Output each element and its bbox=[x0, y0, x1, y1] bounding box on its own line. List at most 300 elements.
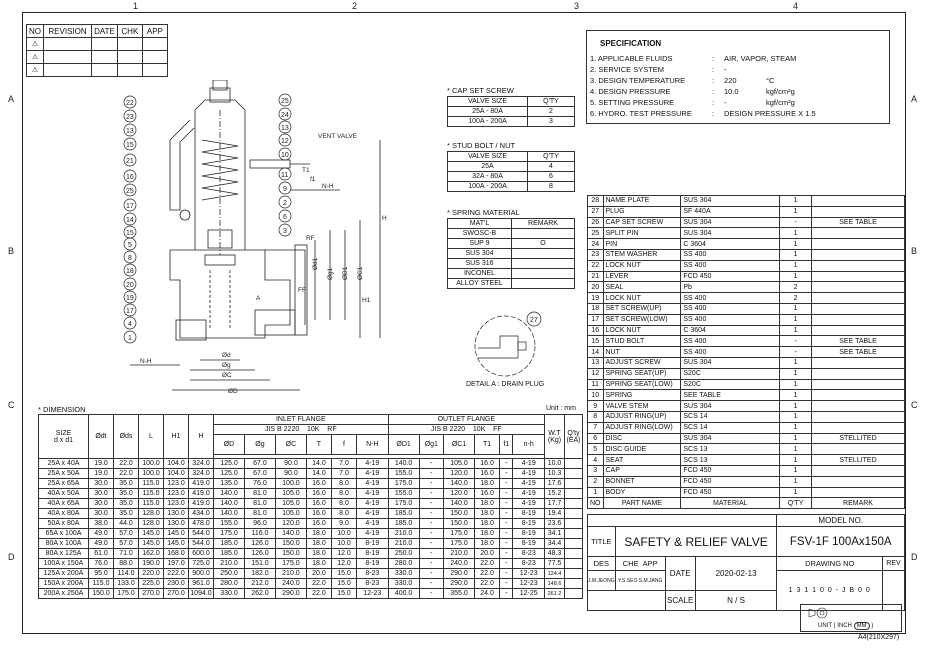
parts-row bbox=[588, 249, 905, 260]
part-remark bbox=[812, 239, 905, 250]
dimension-cell: 8-19 bbox=[357, 559, 389, 569]
dimension-cell bbox=[565, 529, 583, 539]
part-name: ADJUST RING(LOW) bbox=[603, 422, 681, 433]
dimension-cell: 81.0 bbox=[244, 499, 275, 509]
dimension-cell: 25A x 40A bbox=[39, 459, 89, 469]
part-no: 6 bbox=[588, 433, 604, 444]
svg-text:19: 19 bbox=[126, 295, 134, 302]
dimension-unit: Unit : mm bbox=[546, 405, 576, 412]
dimension-cell: 57.0 bbox=[114, 539, 139, 549]
part-name: DISC bbox=[603, 433, 681, 444]
spring-remark bbox=[512, 259, 575, 269]
stud-header-size: VALVE SIZE bbox=[448, 152, 528, 162]
parts-row bbox=[588, 196, 905, 207]
dimension-cell: 22.0 bbox=[306, 589, 331, 599]
parts-row bbox=[588, 379, 905, 390]
dimension-cell: 105.0 bbox=[275, 509, 306, 519]
zone-row-a-right: A bbox=[911, 94, 918, 104]
part-no: 25 bbox=[588, 228, 604, 239]
cap-header-qty: Q'TY bbox=[528, 97, 575, 107]
svg-text:10: 10 bbox=[281, 152, 289, 159]
dimension-cell bbox=[565, 479, 583, 489]
dimension-cell: 16.0 bbox=[475, 459, 500, 469]
callout-left-17 bbox=[124, 317, 136, 329]
dimension-cell: 30.0 bbox=[89, 489, 114, 499]
detail-a-mark: A bbox=[256, 295, 261, 302]
part-material: C 3604 bbox=[681, 325, 780, 336]
svg-text:6: 6 bbox=[283, 214, 287, 221]
dimension-cell: - bbox=[419, 579, 443, 589]
parts-row bbox=[588, 325, 905, 336]
dimension-cell: 9.0 bbox=[331, 519, 356, 529]
dimension-cell: - bbox=[419, 479, 443, 489]
dimension-cell: 10.3 bbox=[545, 469, 565, 479]
size-header: SIZE d x d1 bbox=[39, 415, 89, 459]
dimension-cell bbox=[565, 509, 583, 519]
dimension-row bbox=[39, 589, 583, 599]
dimension-cell: 34.1 bbox=[545, 529, 565, 539]
part-qty: 1 bbox=[780, 487, 812, 498]
dimension-row bbox=[39, 519, 583, 529]
dimension-cell: - bbox=[500, 479, 513, 489]
dimension-cell: 8-23 bbox=[357, 569, 389, 579]
dimension-cell: 18.0 bbox=[306, 559, 331, 569]
part-name: DISC GUIDE bbox=[603, 444, 681, 455]
dimension-cell: 105.0 bbox=[444, 459, 475, 469]
dimension-cell: 22.0 bbox=[306, 579, 331, 589]
dimension-cell: 225.0 bbox=[139, 579, 164, 589]
part-remark bbox=[812, 411, 905, 422]
rev-mark-1: ⚠ bbox=[27, 38, 44, 51]
dimension-cell: 100.0 bbox=[139, 469, 164, 479]
svg-text:15: 15 bbox=[126, 230, 134, 237]
dimension-cell: 50A x 80A bbox=[39, 519, 89, 529]
part-material: C 3604 bbox=[681, 239, 780, 250]
parts-row bbox=[588, 271, 905, 282]
dimension-cell: 48.3 bbox=[545, 549, 565, 559]
part-material: S20C bbox=[681, 379, 780, 390]
part-qty: 1 bbox=[780, 368, 812, 379]
dimension-cell: 14.0 bbox=[306, 469, 331, 479]
part-remark bbox=[812, 196, 905, 207]
dimension-cell: 434.0 bbox=[189, 509, 214, 519]
dim-h1: H1 bbox=[362, 297, 371, 304]
inlet-flange-header: INLET FLANGE bbox=[214, 415, 389, 425]
parts-row bbox=[588, 347, 905, 358]
dimension-cell bbox=[565, 459, 583, 469]
title-label: TITLE bbox=[588, 527, 616, 557]
part-name: PIN bbox=[603, 239, 681, 250]
dimension-cell: 80A x 100A bbox=[39, 539, 89, 549]
dimension-cell: 22.0 bbox=[475, 569, 500, 579]
dimension-cell: - bbox=[419, 589, 443, 599]
part-remark: STELLITED bbox=[812, 455, 905, 466]
dimension-cell: 30.0 bbox=[89, 479, 114, 489]
dimension-cell: 12.0 bbox=[331, 549, 356, 559]
dimension-table bbox=[38, 414, 583, 599]
parts-row bbox=[588, 206, 905, 217]
part-material: SS 400 bbox=[681, 347, 780, 358]
dimension-cell: 148.6 bbox=[545, 579, 565, 589]
dimension-cell: 240.0 bbox=[275, 579, 306, 589]
svg-text:12: 12 bbox=[281, 138, 289, 145]
dimension-cell: 25A x 50A bbox=[39, 469, 89, 479]
part-remark: SEE TABLE bbox=[812, 217, 905, 228]
part-name: VALVE STEM bbox=[603, 401, 681, 412]
rev-header-app: APP bbox=[142, 25, 167, 38]
dimension-cell: 175.0 bbox=[275, 559, 306, 569]
dimension-cell: 175.0 bbox=[444, 529, 475, 539]
part-material: SUS 304 bbox=[681, 357, 780, 368]
part-name: CAP bbox=[603, 465, 681, 476]
part-name: LEVER bbox=[603, 271, 681, 282]
part-qty: 1 bbox=[780, 357, 812, 368]
rev-header-revision: REVISION bbox=[44, 25, 92, 38]
dimension-cell: 145.0 bbox=[164, 539, 189, 549]
svg-text:1: 1 bbox=[128, 335, 132, 342]
dimension-cell bbox=[565, 539, 583, 549]
stud-qty: 8 bbox=[528, 182, 575, 192]
dimension-cell: - bbox=[419, 539, 443, 549]
dimension-cell: 961.0 bbox=[189, 579, 214, 589]
inlet-standard: JIS B 2220 10K RF bbox=[214, 425, 389, 435]
dimension-row bbox=[39, 559, 583, 569]
part-name: SEAL bbox=[603, 282, 681, 293]
dimension-cell: 20.0 bbox=[306, 569, 331, 579]
dimension-cell: 10.0 bbox=[545, 459, 565, 469]
callout-left-9 bbox=[124, 213, 136, 225]
dimension-row bbox=[39, 579, 583, 589]
dimension-cell: 15.0 bbox=[331, 579, 356, 589]
dim-og: Øg bbox=[222, 362, 231, 369]
dimension-cell: 123.0 bbox=[164, 499, 189, 509]
dimension-cell: 22.0 bbox=[114, 469, 139, 479]
dimension-cell: 4-19 bbox=[513, 489, 545, 499]
svg-text:11: 11 bbox=[281, 172, 289, 179]
dimension-cell: 18.0 bbox=[475, 539, 500, 549]
dimension-cell: 330.0 bbox=[214, 589, 245, 599]
dimension-cell: 18.0 bbox=[475, 509, 500, 519]
part-qty: 1 bbox=[780, 390, 812, 401]
parts-row bbox=[588, 476, 905, 487]
col-f: f bbox=[331, 435, 356, 455]
part-no: 18 bbox=[588, 303, 604, 314]
dimension-cell: 16.0 bbox=[306, 519, 331, 529]
part-material: SCS 13 bbox=[681, 444, 780, 455]
dimension-cell: 40A x 50A bbox=[39, 489, 89, 499]
spring-mat: ALLOY STEEL bbox=[448, 279, 512, 289]
callout-left-16 bbox=[124, 304, 136, 316]
callout-right-5 bbox=[279, 148, 291, 160]
dimension-cell: 22.0 bbox=[114, 459, 139, 469]
parts-row bbox=[588, 465, 905, 476]
scale-value: N / S bbox=[695, 591, 777, 611]
dimension-cell: 65A x 100A bbox=[39, 529, 89, 539]
dimension-cell: 24.0 bbox=[475, 589, 500, 599]
part-name: BODY bbox=[603, 487, 681, 498]
dimension-cell: 88.0 bbox=[114, 559, 139, 569]
dimension-cell: 16.0 bbox=[475, 469, 500, 479]
part-material: FCD 450 bbox=[681, 465, 780, 476]
part-name: SEAT bbox=[603, 455, 681, 466]
dimension-cell: 419.0 bbox=[189, 489, 214, 499]
dimension-cell: - bbox=[419, 549, 443, 559]
model-number: FSV-1F 100Ax150A bbox=[777, 527, 905, 557]
parts-row bbox=[588, 390, 905, 401]
spring-material-table bbox=[447, 218, 575, 289]
dimension-cell: 150.0 bbox=[275, 549, 306, 559]
parts-row bbox=[588, 487, 905, 498]
dimension-cell: 262.0 bbox=[244, 589, 275, 599]
part-material: SS 400 bbox=[681, 314, 780, 325]
part-no: 21 bbox=[588, 271, 604, 282]
parts-row bbox=[588, 455, 905, 466]
dimension-cell: 115.0 bbox=[139, 479, 164, 489]
dimension-cell: 185.0 bbox=[388, 519, 419, 529]
dimension-cell bbox=[565, 579, 583, 589]
spring-remark bbox=[512, 249, 575, 259]
dimension-cell: 4-19 bbox=[513, 459, 545, 469]
dimension-cell bbox=[565, 559, 583, 569]
dimension-cell: 104.0 bbox=[164, 459, 189, 469]
cap-set-screw-table bbox=[447, 96, 575, 127]
dimension-cell: 120.0 bbox=[275, 519, 306, 529]
spring-mat: INCONEL bbox=[448, 269, 512, 279]
dimension-cell: 324.0 bbox=[189, 459, 214, 469]
parts-row bbox=[588, 444, 905, 455]
sheet-size: A4(210X297) bbox=[858, 634, 900, 641]
dimension-cell: 250.0 bbox=[214, 569, 245, 579]
part-qty: 1 bbox=[780, 476, 812, 487]
rev-header-no: NO bbox=[27, 25, 44, 38]
dimension-cell: 7.0 bbox=[331, 459, 356, 469]
dimension-cell: 10.0 bbox=[331, 539, 356, 549]
dimension-cell: - bbox=[500, 469, 513, 479]
dimension-cell: 16.0 bbox=[306, 499, 331, 509]
spring-mat: SUS 316 bbox=[448, 259, 512, 269]
dimension-cell: 210.0 bbox=[214, 559, 245, 569]
part-no: 19 bbox=[588, 293, 604, 304]
dimension-title: * DIMENSION bbox=[38, 405, 86, 414]
title-block bbox=[587, 514, 905, 611]
stud-size: 25A bbox=[448, 162, 528, 172]
dim-h: H bbox=[382, 215, 387, 222]
dimension-cell: 115.0 bbox=[139, 489, 164, 499]
parts-row bbox=[588, 293, 905, 304]
spring-remark bbox=[512, 279, 575, 289]
part-no: 28 bbox=[588, 196, 604, 207]
unit-selector: UNIT ( INCH MM ) bbox=[818, 623, 874, 629]
dim-od-small: Ød bbox=[222, 352, 231, 359]
dimension-cell: 145.0 bbox=[164, 529, 189, 539]
svg-text:15: 15 bbox=[126, 142, 134, 149]
parts-row bbox=[588, 422, 905, 433]
dimension-cell: 12-25 bbox=[513, 589, 545, 599]
dimension-cell bbox=[565, 519, 583, 529]
che-app-names: Y.S.SEO S.M.JANG bbox=[615, 571, 665, 591]
dimension-cell: 12.0 bbox=[331, 559, 356, 569]
dimension-cell: 8-19 bbox=[513, 509, 545, 519]
part-no: 1 bbox=[588, 487, 604, 498]
dimension-cell: - bbox=[419, 469, 443, 479]
part-material: Pb bbox=[681, 282, 780, 293]
dimension-cell bbox=[565, 499, 583, 509]
spec-row: 1. APPLICABLE FLUIDS : AIR, VAPOR, STEAM bbox=[590, 54, 797, 63]
callout-right-10 bbox=[279, 224, 291, 236]
dimension-cell: 250.0 bbox=[388, 549, 419, 559]
dimension-cell: 34.4 bbox=[545, 539, 565, 549]
callout-left-10 bbox=[124, 226, 136, 238]
nh-label: N-H bbox=[140, 358, 152, 365]
callout-right-1 bbox=[279, 94, 291, 106]
part-no: 8 bbox=[588, 411, 604, 422]
svg-text:14: 14 bbox=[126, 217, 134, 224]
dimension-cell: 8.0 bbox=[331, 509, 356, 519]
dimension-cell: 8.0 bbox=[331, 489, 356, 499]
ods-header: Øds bbox=[114, 415, 139, 459]
dim-f1: f1 bbox=[310, 176, 316, 183]
dimension-cell: 125.0 bbox=[214, 459, 245, 469]
part-remark bbox=[812, 293, 905, 304]
dim-oc: ØC bbox=[222, 372, 232, 379]
dimension-cell: 19.4 bbox=[545, 509, 565, 519]
callout-left-3 bbox=[124, 124, 136, 136]
zone-row-d-right: D bbox=[911, 552, 918, 562]
part-material: SUS 304 bbox=[681, 228, 780, 239]
svg-text:25: 25 bbox=[281, 98, 289, 105]
dimension-cell: 270.0 bbox=[139, 589, 164, 599]
dimension-cell: 210.0 bbox=[388, 529, 419, 539]
dimension-cell: 210.0 bbox=[388, 539, 419, 549]
dimension-cell: 115.0 bbox=[139, 499, 164, 509]
cap-size: 25A - 80A bbox=[448, 107, 528, 117]
part-qty: - bbox=[780, 217, 812, 228]
part-remark bbox=[812, 390, 905, 401]
parts-row bbox=[588, 433, 905, 444]
dimension-cell: 4-19 bbox=[357, 519, 389, 529]
stud-bolt-title: * STUD BOLT / NUT bbox=[447, 141, 516, 150]
part-name: STUD BOLT bbox=[603, 336, 681, 347]
dimension-cell: 4-19 bbox=[357, 489, 389, 499]
parts-row bbox=[588, 314, 905, 325]
part-remark bbox=[812, 282, 905, 293]
dimension-cell: 128.0 bbox=[139, 509, 164, 519]
dimension-row bbox=[39, 549, 583, 559]
outlet-flange-header: OUTLET FLANGE bbox=[388, 415, 544, 425]
dimension-cell: 330.0 bbox=[388, 579, 419, 589]
callout-left-1 bbox=[124, 96, 136, 108]
dimension-cell: 4-19 bbox=[513, 479, 545, 489]
zone-col-4: 4 bbox=[793, 1, 799, 11]
dimension-cell: 18.0 bbox=[475, 479, 500, 489]
part-remark bbox=[812, 206, 905, 217]
parts-row bbox=[588, 260, 905, 271]
part-name: LOCK NUT bbox=[603, 293, 681, 304]
dimension-cell: 220.0 bbox=[139, 569, 164, 579]
part-qty: 1 bbox=[780, 379, 812, 390]
dimension-row bbox=[39, 539, 583, 549]
dimension-cell: 8-23 bbox=[513, 559, 545, 569]
dimension-cell: 23.6 bbox=[545, 519, 565, 529]
parts-list bbox=[587, 195, 905, 509]
dimension-row bbox=[39, 489, 583, 499]
part-qty: 1 bbox=[780, 260, 812, 271]
part-name: PLUG bbox=[603, 206, 681, 217]
drawing-no-label: DRAWING NO bbox=[777, 557, 883, 571]
part-no: 7 bbox=[588, 422, 604, 433]
part-qty: 1 bbox=[780, 444, 812, 455]
dimension-cell: 330.0 bbox=[388, 569, 419, 579]
dimension-cell: - bbox=[500, 489, 513, 499]
part-no: 10 bbox=[588, 390, 604, 401]
dimension-cell: - bbox=[419, 499, 443, 509]
part-no: 5 bbox=[588, 444, 604, 455]
part-name: LOCK NUT bbox=[603, 260, 681, 271]
part-name: PART NAME bbox=[603, 498, 681, 509]
dimension-cell bbox=[565, 489, 583, 499]
part-name: SET SCREW(LOW) bbox=[603, 314, 681, 325]
dimension-cell: - bbox=[419, 519, 443, 529]
zone-row-b-right: B bbox=[911, 246, 918, 256]
part-no: 26 bbox=[588, 217, 604, 228]
dimension-cell: 15.0 bbox=[331, 589, 356, 599]
dimension-cell: 49.0 bbox=[89, 539, 114, 549]
dimension-cell: 35.0 bbox=[114, 489, 139, 499]
spring-remark bbox=[512, 269, 575, 279]
dimension-cell: 44.0 bbox=[114, 519, 139, 529]
dimension-cell: 150A x 200A bbox=[39, 579, 89, 589]
part-material: SEE TABLE bbox=[681, 390, 780, 401]
dimension-row bbox=[39, 499, 583, 509]
des-name: J.M.JEONG bbox=[588, 571, 616, 591]
spring-mat: SUS 304 bbox=[448, 249, 512, 259]
dimension-cell: 544.0 bbox=[189, 539, 214, 549]
dimension-cell: 185.0 bbox=[214, 549, 245, 559]
vent-valve-label: VENT VALVE bbox=[318, 133, 358, 140]
part-qty: - bbox=[780, 347, 812, 358]
dimension-cell: 18.0 bbox=[306, 539, 331, 549]
svg-text:23: 23 bbox=[126, 114, 134, 121]
dimension-cell: 16.0 bbox=[475, 489, 500, 499]
stud-size: 32A - 80A bbox=[448, 172, 528, 182]
dimension-cell: 18.0 bbox=[306, 549, 331, 559]
dimension-cell: 140.0 bbox=[444, 479, 475, 489]
dimension-cell: 544.0 bbox=[189, 529, 214, 539]
dimension-cell: 126.0 bbox=[244, 549, 275, 559]
dimension-cell: 140.0 bbox=[388, 459, 419, 469]
svg-text:27: 27 bbox=[530, 317, 538, 324]
dimension-cell: 324.0 bbox=[189, 469, 214, 479]
part-no: 12 bbox=[588, 368, 604, 379]
model-no-label: MODEL NO. bbox=[777, 515, 905, 527]
spring-remark bbox=[512, 229, 575, 239]
dimension-row bbox=[39, 469, 583, 479]
dimension-cell: 4-19 bbox=[357, 499, 389, 509]
parts-row bbox=[588, 228, 905, 239]
dimension-cell: 175.0 bbox=[214, 529, 245, 539]
dimension-cell: - bbox=[500, 499, 513, 509]
drain-plug-detail bbox=[470, 308, 560, 388]
spring-mat: SUP 9 bbox=[448, 239, 512, 249]
dimension-cell: 140.0 bbox=[214, 499, 245, 509]
dimension-cell: 7.0 bbox=[331, 469, 356, 479]
des-label: DES bbox=[588, 557, 616, 571]
dimension-cell: 400.0 bbox=[388, 589, 419, 599]
callout-right-2 bbox=[279, 108, 291, 120]
dimension-cell: - bbox=[419, 489, 443, 499]
part-remark bbox=[812, 228, 905, 239]
part-remark bbox=[812, 401, 905, 412]
